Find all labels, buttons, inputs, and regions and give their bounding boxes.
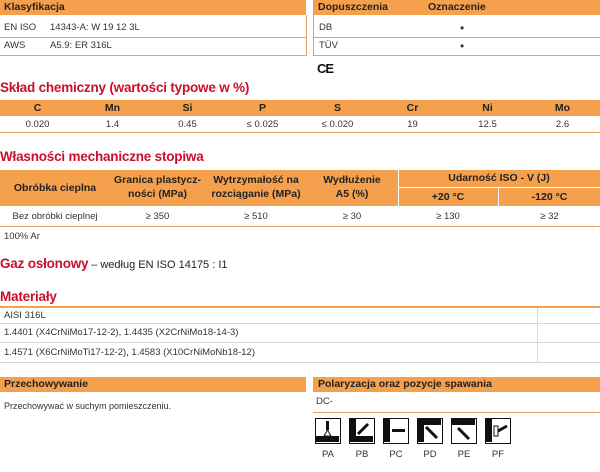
dopuszczenie-name-1: DB [319, 22, 333, 33]
position-label-pe: PE [457, 449, 471, 460]
position-label-pf: PF [491, 449, 505, 460]
sklad-value-p: ≤ 0.025 [246, 119, 279, 130]
ce-mark: CE [317, 61, 334, 76]
klasyfikacja-title: Klasyfikacja [4, 1, 65, 13]
position-label-pa: PA [322, 449, 334, 460]
position-label-pd: PD [423, 449, 437, 460]
klasyfikacja-std-2: AWS [4, 40, 26, 51]
position-pf-icon [485, 418, 511, 444]
sklad-value-si: 0.45 [178, 119, 197, 130]
wlasnosci-note: 100% Ar [4, 231, 40, 242]
position-pc-icon [383, 418, 409, 444]
h-obrobka: Obróbka cieplna [13, 182, 97, 194]
h-minus120: -120 °C [531, 191, 568, 203]
val-plus20: ≥ 130 [436, 211, 460, 222]
gaz-text: – według EN ISO 14175 : I1 [91, 259, 228, 271]
sklad-header-si: Si [182, 102, 193, 114]
klasyfikacja-val-1: 14343-A: W 19 12 3L [50, 22, 140, 33]
przechowywanie-text: Przechowywać w suchym pomieszczeniu. [4, 401, 172, 411]
przechowywanie-title: Przechowywanie [4, 378, 89, 390]
h-wytrz-2: rozciąganie (MPa) [211, 188, 301, 200]
sklad-header-mo: Mo [554, 102, 571, 114]
h-granica-1: Granica plastycz- [114, 174, 201, 186]
sklad-header-c: C [33, 102, 42, 114]
val-wytrz: ≥ 510 [244, 211, 268, 222]
h-udarnosc: Udarność ISO - V (J) [448, 172, 550, 184]
val-minus120: ≥ 32 [540, 211, 559, 222]
sklad-header-s: S [333, 102, 341, 114]
dopuszczenie-mark-2: • [460, 39, 465, 53]
material-3: 1.4571 (X6CrNiMoTi17-12-2), 1.4583 (X10CrNiMoNb18-12) [4, 347, 255, 358]
dopuszczenie-mark-1: • [460, 21, 465, 35]
material-2: 1.4401 (X4CrNiMo17-12-2), 1.4435 (X2CrNiMo18-14-3) [4, 327, 239, 338]
polaryzacja-title: Polaryzacja oraz pozycje spawania [318, 378, 492, 390]
val-obrobka: Bez obróbki cieplnej [12, 211, 98, 222]
position-label-pb: PB [355, 449, 369, 460]
klasyfikacja-val-2: A5.9: ER 316L [50, 40, 112, 51]
dopuszczenia-title: Dopuszczenia [318, 1, 389, 13]
sklad-value-cr: 19 [407, 119, 418, 130]
sklad-header-p: P [258, 102, 266, 114]
val-granica: ≥ 350 [145, 211, 170, 222]
sklad-header-ni: Ni [482, 102, 493, 114]
klasyfikacja-std-1: EN ISO [4, 22, 37, 33]
position-pa-icon [315, 418, 341, 444]
sklad-title: Skład chemiczny (wartości typowe w %) [0, 80, 250, 95]
gaz-title: Gaz osłonowy [0, 256, 89, 271]
position-pe-icon [451, 418, 477, 444]
sklad-header-mn: Mn [104, 102, 121, 114]
sklad-value-c: 0.020 [25, 119, 50, 130]
materialy-title: Materiały [0, 289, 57, 304]
oznaczenie-title: Oznaczenie [428, 1, 486, 13]
wlasnosci-title: Własności mechaniczne stopiwa [0, 149, 204, 164]
polaryzacja-polarity: DC- [316, 396, 333, 407]
h-wydl-1: Wydłużenie [323, 174, 381, 186]
sklad-value-s: ≤ 0.020 [321, 119, 354, 130]
material-1: AISI 316L [4, 310, 46, 321]
val-wydl: ≥ 30 [342, 211, 362, 222]
position-label-pc: PC [389, 449, 403, 460]
sklad-value-mn: 1.4 [105, 119, 120, 130]
h-wydl-2: A5 (%) [335, 188, 369, 200]
h-plus20: +20 °C [431, 191, 465, 203]
sklad-value-ni: 12.5 [478, 119, 497, 130]
gaz-line [0, 256, 228, 271]
h-granica-2: ności (MPa) [128, 188, 187, 200]
sklad-header-cr: Cr [406, 102, 419, 114]
position-pd-icon [417, 418, 443, 444]
position-pb-icon [349, 418, 375, 444]
sklad-value-mo: 2.6 [555, 119, 570, 130]
dopuszczenie-name-2: TÜV [319, 40, 338, 51]
h-wytrz-1: Wytrzymałość na [213, 174, 299, 186]
